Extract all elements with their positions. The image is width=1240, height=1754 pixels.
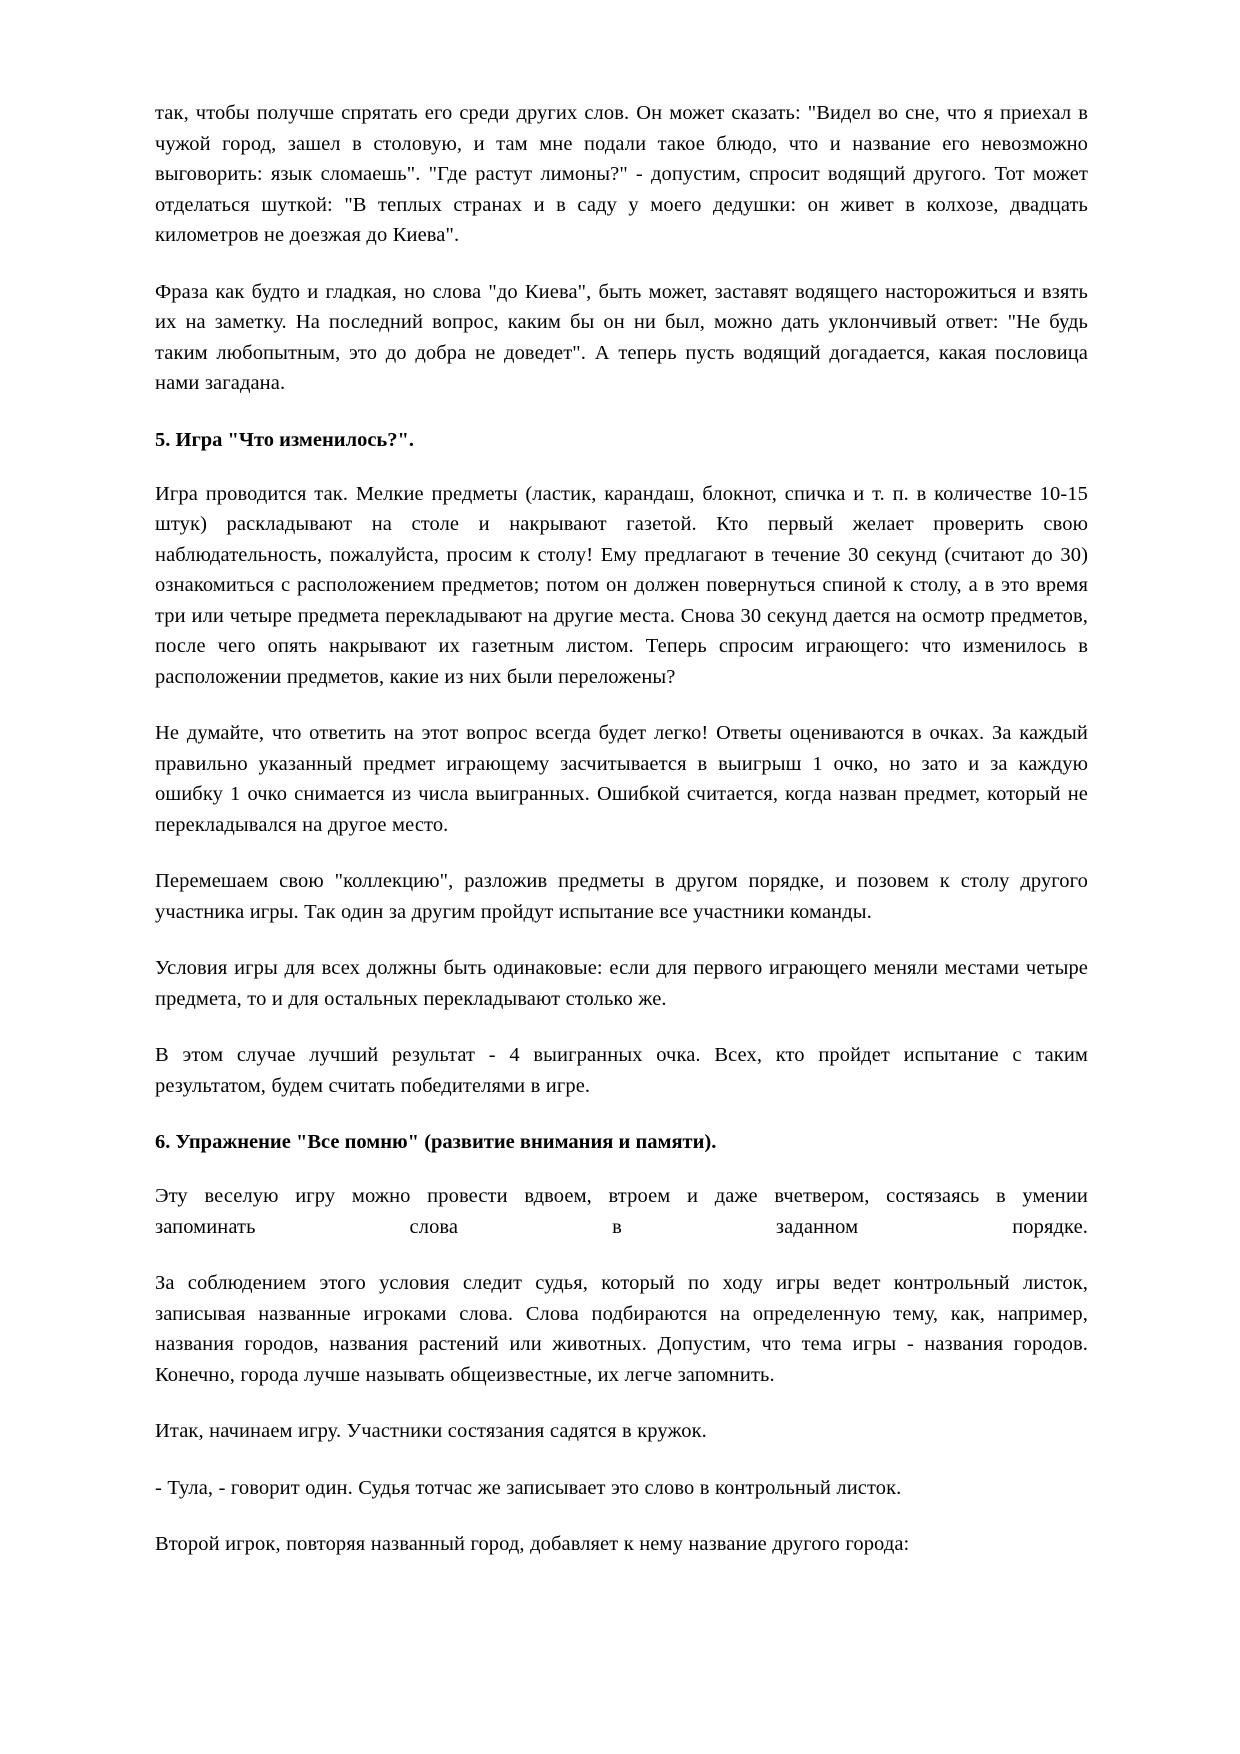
paragraph-hiding-word: так, чтобы получше спрятать его среди других слов. Он может сказать: "Видел во сне, что я приехал в чужой город, зашел в столовую, и там мне подали такое блюдо, что и название его невозможно выговорить: язык сломаешь". "Где растут лимоны?" - допустим, спросит водящий другого. Тот может отделаться шуткой: "В теплых странах и в саду у моего дедушки: он живет в колхозе, двадцать километров не доезжая до Киева".: [155, 102, 1088, 246]
stretched-word: в: [612, 1215, 622, 1238]
paragraph-remember-everything: [155, 1181, 1088, 1242]
paragraph-equal-conditions: Условия игры для всех должны быть одинаковые: если для первого играющего меняли местами четыре предмета, то и для остальных перекладывают столько же.: [155, 957, 1088, 1010]
heading-exercise-6: 6. Упражнение "Все помню" (развитие внимания и памяти).: [155, 1131, 717, 1153]
paragraph-phrase-smooth: Фраза как будто и гладкая, но слова "до Киева", быть может, заставят водящего насторожиться и взять их на заметку. На последний вопрос, каким бы он ни был, можно дать уклончивый ответ: "Не будь таким любопытным, это до добра не доведет". А теперь пусть водящий догадается, какая пословица нами загадана.: [155, 280, 1088, 394]
paragraph-remember-everything-line-1: Эту веселую игру можно провести вдвоем, втроем и даже вчетвером, состязаясь в умении: [155, 1185, 1088, 1207]
paragraph-judge-sheet: За соблюдением этого условия следит судья, который по ходу игры ведет контрольный листок, записывая названные игроками слова. Слова подбираются на определенную тему, как, например, названия городов, названия растений или животных. Допустим, что тема игры - названия городов. Конечно, города лучше называть общеизвестные, их легче запомнить.: [155, 1272, 1088, 1386]
stretched-word: запоминать: [155, 1215, 256, 1238]
stretched-word: заданном: [775, 1215, 859, 1238]
paragraph-scoring: Не думайте, что ответить на этот вопрос всегда будет легко! Ответы оцениваются в очках. За каждый правильно указанный предмет играющему засчитывается в выигрыш 1 очко, но зато и за каждую ошибку 1 очко снимается из числа выигранных. Ошибкой считается, когда назван предмет, который не перекладывался на другое место.: [155, 722, 1088, 836]
paragraph-second-player: Второй игрок, повторяя названный город, добавляет к нему название другого города:: [155, 1533, 910, 1555]
paragraph-best-result: В этом случае лучший результат - 4 выигранных очка. Всех, кто пройдет испытание с таким результатом, будем считать победителями в игре.: [155, 1044, 1088, 1097]
stretched-word: порядке.: [1012, 1215, 1088, 1238]
paragraph-game-rules: Игра проводится так. Мелкие предметы (ластик, карандаш, блокнот, спичка и т. п. в количестве 10-15 штук) раскладывают на столе и накрывают газетой. Кто первый желает проверить свою наблюдательность, пожалуйста, просим к столу! Ему предлагают в течение 30 секунд (считают до 30) ознакомиться с расположением предметов; потом он должен повернуться спиной к столу, а в это время три или четыре предмета перекладывают на другие места. Снова 30 секунд дается на осмотр предметов, после чего опять накрывают их газетным листом. Теперь спросим играющего: что изменилось в расположении предметов, какие из них были переложены?: [155, 482, 1088, 688]
stretched-word: слова: [409, 1215, 459, 1238]
paragraph-shuffle-collection: Перемешаем свою "коллекцию", разложив предметы в другом порядке, и позовем к столу другого участника игры. Так один за другим пройдут испытание все участники команды.: [155, 870, 1088, 923]
heading-game-5: 5. Игра "Что изменилось?".: [155, 428, 415, 451]
paragraph-remember-everything-line-2: [155, 1212, 1088, 1243]
paragraph-start-game: Итак, начинаем игру. Участники состязания садятся в кружок.: [155, 1420, 707, 1442]
document-body: [155, 98, 1088, 1560]
paragraph-tula: - Тула, - говорит один. Судья тотчас же записывает это слово в контрольный листок.: [155, 1476, 902, 1499]
